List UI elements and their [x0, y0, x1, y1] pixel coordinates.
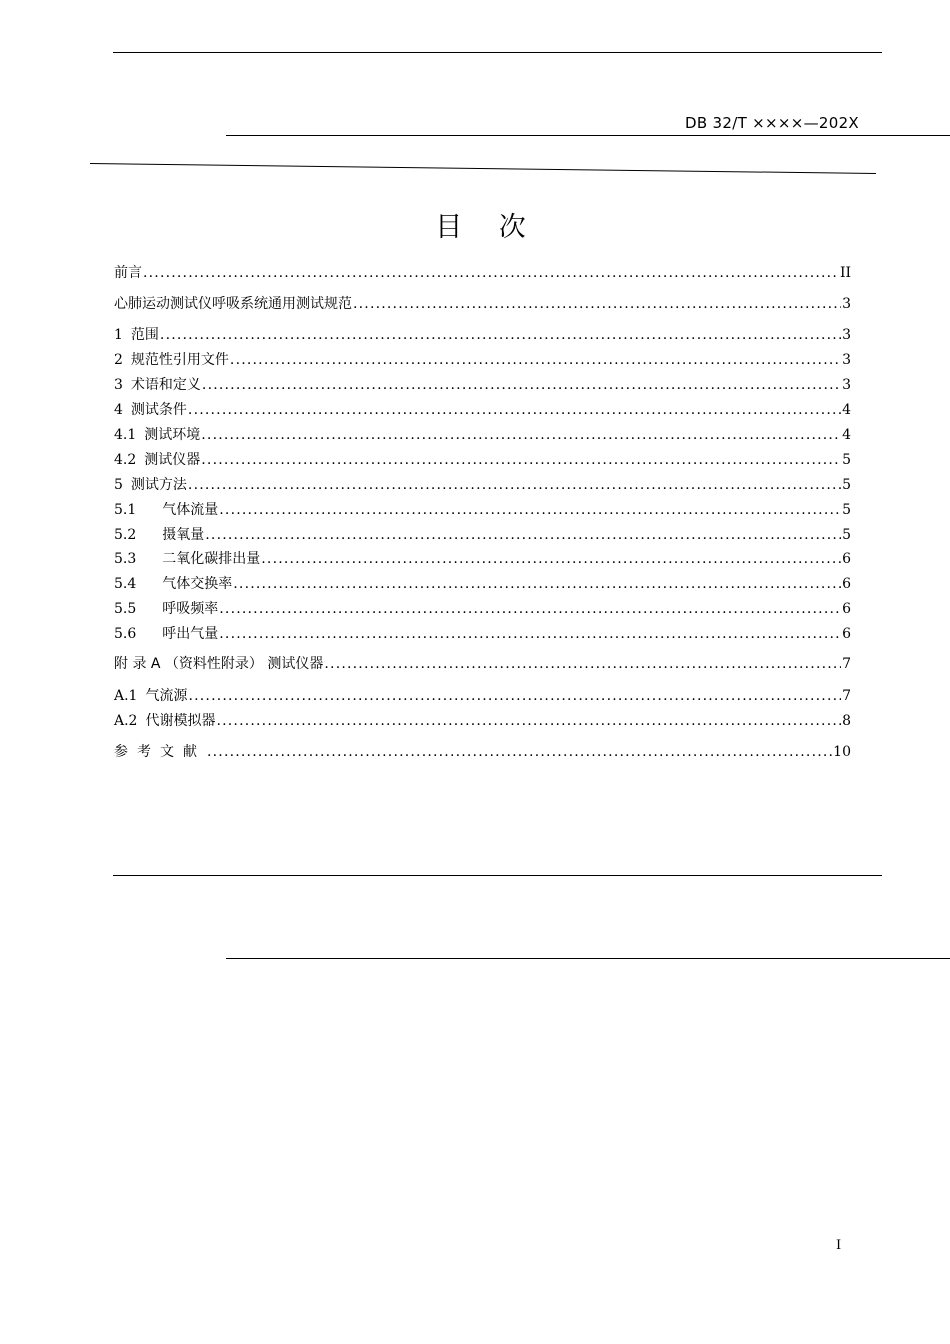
toc-page-number: 6 — [842, 551, 851, 567]
toc-page-number: 4 — [842, 402, 851, 418]
toc-page-number: 3 — [842, 352, 851, 368]
toc-page-number: 5 — [842, 502, 851, 518]
toc-leader — [261, 551, 841, 567]
toc-entry-4-1[interactable] — [114, 424, 851, 444]
toc-entry-text: 测试条件 — [130, 402, 187, 418]
toc-page-number: 5 — [842, 452, 851, 468]
toc-entry-text: 附 录 A （资料性附录） 测试仪器 — [114, 656, 324, 672]
toc-entry-number: 4 — [114, 402, 123, 418]
toc-page-number: 5 — [842, 477, 851, 493]
toc-page-number: 4 — [842, 427, 851, 443]
toc-entry-5-2[interactable] — [114, 524, 851, 544]
toc-leader — [188, 688, 841, 704]
toc-leader — [219, 626, 841, 642]
toc-entry-number: 5.6 — [114, 626, 137, 642]
toc-entry-number: 1 — [114, 327, 123, 343]
toc-page-number: 7 — [842, 688, 851, 704]
toc-entry-text: 测试方法 — [130, 477, 187, 493]
toc-entry-number: 5.4 — [114, 576, 137, 592]
toc-page-number: 6 — [842, 576, 851, 592]
toc-leader — [219, 601, 841, 617]
toc-page-number: 8 — [842, 713, 851, 729]
toc-entry-number: 5.1 — [114, 502, 137, 518]
toc-entry-a-1[interactable] — [114, 685, 851, 705]
toc-entry-text: 术语和定义 — [130, 377, 201, 393]
toc-entry-text: 呼吸频率 — [162, 601, 219, 617]
bottom-rule-2 — [226, 958, 950, 959]
toc-entry-number: 4.2 — [114, 452, 137, 468]
toc-entry-text: 气体流量 — [162, 502, 219, 518]
toc-entry-text: 二氧化碳排出量 — [162, 551, 261, 567]
toc-entry-5-1[interactable] — [114, 499, 851, 519]
toc-entry-number: 2 — [114, 352, 123, 368]
toc-entry-text: 气体交换率 — [162, 576, 233, 592]
slanted-rule — [90, 163, 876, 174]
toc-page-number: 6 — [842, 601, 851, 617]
toc-leader — [143, 265, 839, 281]
toc-entry-number: 4.1 — [114, 427, 137, 443]
footer-page-number: I — [836, 1238, 842, 1253]
toc-entry-5-3[interactable] — [114, 548, 851, 568]
toc-entry-text: 参考文献 — [114, 744, 206, 760]
toc-entry-text: 气流源 — [145, 688, 188, 704]
toc-entry-text: 前言 — [114, 265, 142, 281]
toc-entry-4-2[interactable] — [114, 449, 851, 469]
toc-entry-text: 摄氧量 — [162, 527, 205, 543]
toc-entry-number: A.2 — [114, 713, 138, 729]
toc-entry-main-title[interactable] — [114, 293, 851, 313]
toc-leader — [188, 402, 841, 418]
toc-entry-references[interactable] — [114, 741, 851, 761]
toc-page-number: 3 — [842, 327, 851, 343]
bottom-rule-1 — [113, 875, 882, 876]
toc-leader — [188, 477, 841, 493]
toc-leader — [205, 527, 841, 543]
toc-leader — [202, 377, 841, 393]
toc-entry-text: 心肺运动测试仪呼吸系统通用测试规范 — [114, 296, 352, 312]
toc-entry-text: 代谢模拟器 — [145, 713, 216, 729]
top-rule-1 — [113, 52, 882, 53]
toc-page-number: 7 — [842, 656, 851, 672]
toc-entry-4[interactable] — [114, 399, 851, 419]
toc-leader — [233, 576, 841, 592]
toc-entry-foreword[interactable] — [114, 262, 851, 282]
toc-entry-a-2[interactable] — [114, 710, 851, 730]
toc-leader — [201, 427, 841, 443]
header-rule — [226, 135, 950, 136]
toc-entry-text: 规范性引用文件 — [130, 352, 229, 368]
toc-entry-number: 5 — [114, 477, 123, 493]
toc-leader — [160, 327, 841, 343]
toc-leader — [207, 744, 832, 760]
toc-entry-text: 范围 — [130, 327, 159, 343]
toc-leader — [230, 352, 841, 368]
standard-code: DB 32/T ××××—202X — [685, 114, 859, 132]
toc-leader — [324, 656, 841, 672]
toc-page-number: 3 — [842, 296, 851, 312]
toc-page-number: 6 — [842, 626, 851, 642]
page-title: 目 次 — [435, 212, 540, 243]
toc-leader — [353, 296, 841, 312]
toc-page-number: 3 — [842, 377, 851, 393]
toc-entry-5-4[interactable] — [114, 573, 851, 593]
toc-entry-number: 5.3 — [114, 551, 137, 567]
toc-page-number: II — [839, 265, 851, 281]
toc-entry-number: 5.5 — [114, 601, 137, 617]
toc-entry-3[interactable] — [114, 374, 851, 394]
toc-page-number: 5 — [842, 527, 851, 543]
toc-entry-number: 3 — [114, 377, 123, 393]
toc-leader — [216, 713, 841, 729]
toc-entry-5[interactable] — [114, 474, 851, 494]
toc-entry-text: 呼出气量 — [162, 626, 219, 642]
toc-entry-number: 5.2 — [114, 527, 137, 543]
toc-leader — [219, 502, 841, 518]
toc-leader — [201, 452, 841, 468]
toc-entry-5-6[interactable] — [114, 623, 851, 643]
toc-entry-5-5[interactable] — [114, 598, 851, 618]
toc-entry-number: A.1 — [114, 688, 138, 704]
toc-entry-text: 测试仪器 — [144, 452, 201, 468]
toc-entry-1[interactable] — [114, 324, 851, 344]
toc-entry-appendix-a[interactable] — [114, 653, 851, 673]
toc-entry-text: 测试环境 — [144, 427, 201, 443]
toc-page-number: 10 — [833, 744, 851, 760]
toc-entry-2[interactable] — [114, 349, 851, 369]
